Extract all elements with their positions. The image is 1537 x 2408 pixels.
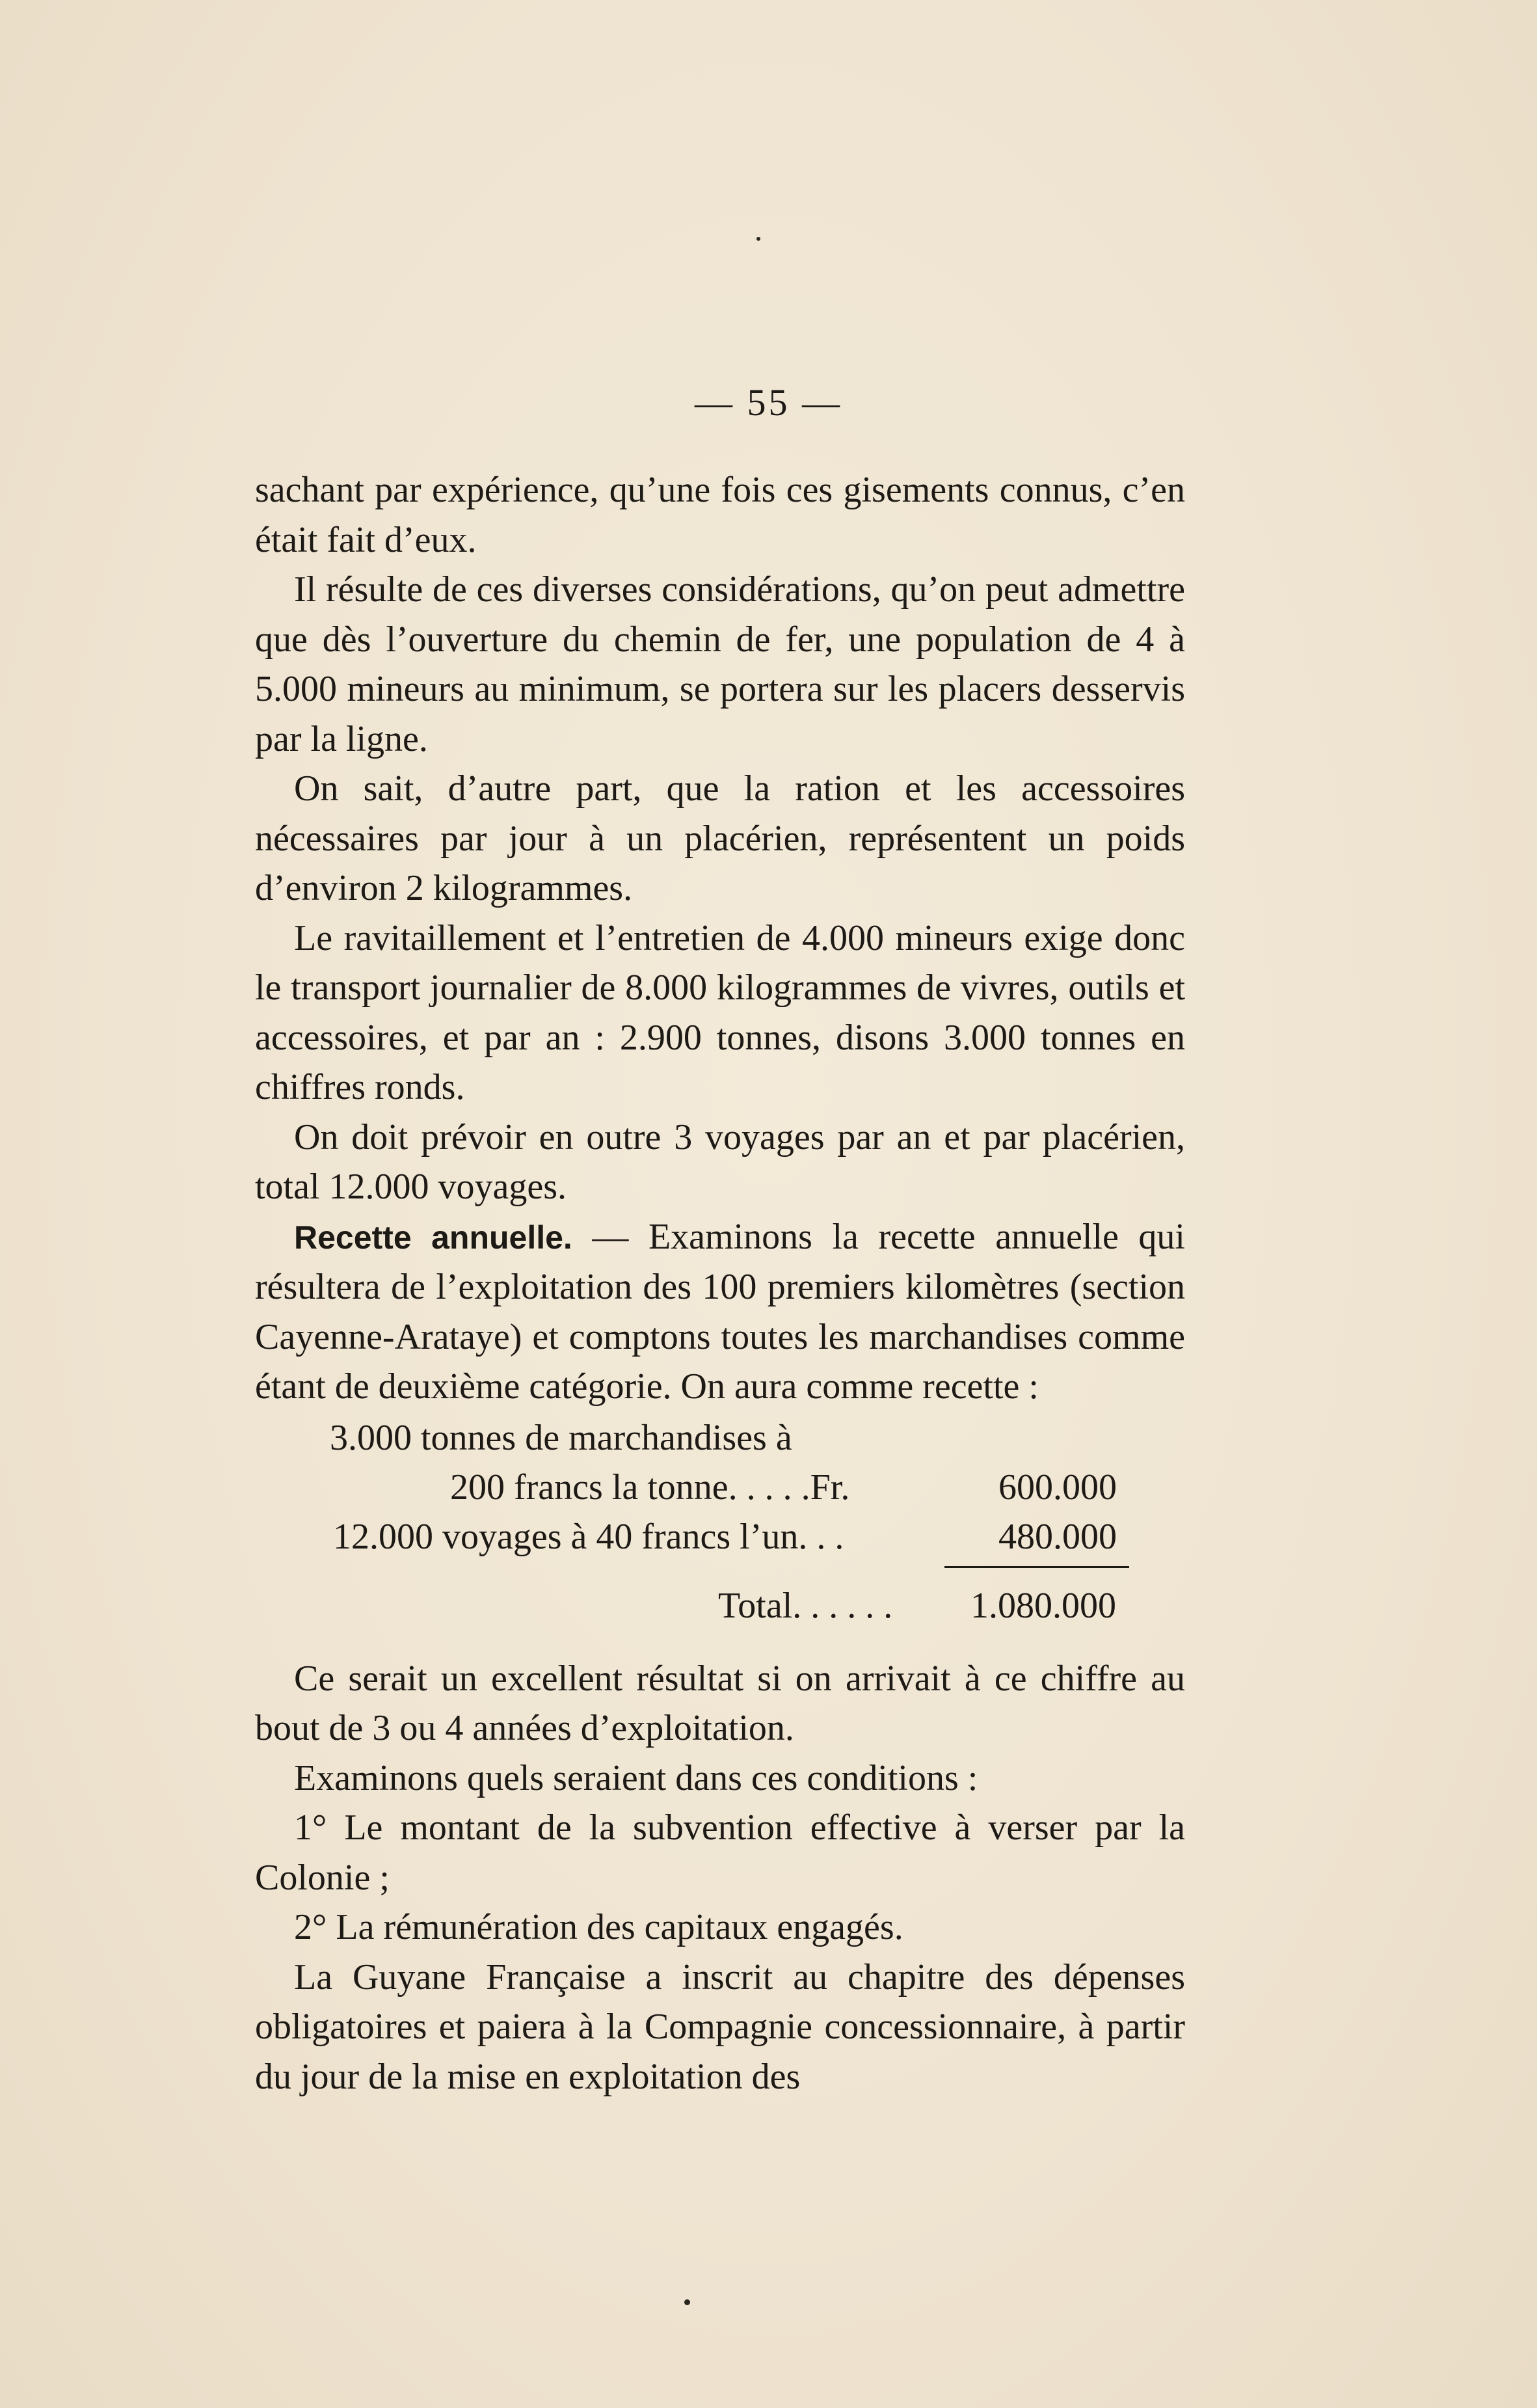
revenue-calculation [255,1413,1185,1654]
paragraph-text: — Examinons la recette annuelle qui résultera de l’exploitation des 100 premiers kilomètres (section Cayenne-Arataye) et comptons toutes les marchandises comme étant de deuxième catégorie. On aura comme recette : [255,1216,1185,1407]
sum-rule [944,1566,1129,1568]
calc-total-value: 1.080.000 [970,1585,1116,1626]
paragraph: On doit prévoir en outre 3 voyages par an et par placérien, total 12.000 voyages. [255,1116,1185,1207]
print-speck [684,2299,690,2305]
calc-total-label: Total. . . . . . [718,1585,893,1626]
paragraph-recette [255,1212,1185,1412]
paragraph: Le ravitaillement et l’entretien de 4.000 mineurs exige donc le transport journalier de 8.000 kilogrammes de vivres, outils et accessoires, et par an : 2.900 tonnes, disons 3.000 tonnes en chiffres ronds. [255,917,1185,1107]
section-lead: Recette annuelle. [294,1219,572,1256]
calc-line-voyages: 12.000 voyages à 40 francs l’un. . . [333,1516,844,1557]
paragraph: Examinons quels seraient dans ces conditions : [294,1757,978,1798]
list-item: 1° Le montant de la subvention effective à verser par la Colonie ; [255,1807,1185,1898]
calc-line-goods: 3.000 tonnes de marchandises à [330,1417,792,1458]
calc-line-tonne-price: 200 francs la tonne. . . . .Fr. [450,1467,850,1508]
calc-value-goods: 600.000 [998,1467,1117,1508]
paragraph: Ce serait un excellent résultat si on arrivait à ce chiffre au bout de 3 ou 4 années d’exploitation. [255,1658,1185,1748]
list-item: 2° La rémunération des capitaux engagés. [294,1907,903,1947]
paragraph: sachant par expérience, qu’une fois ces gisements connus, c’en était fait d’eux. [255,470,1185,560]
calc-value-voyages: 480.000 [998,1516,1117,1557]
page-number: — 55 — [695,381,842,424]
body-text [255,465,1185,2102]
paragraph: On sait, d’autre part, que la ration et les accessoires nécessaires par jour à un placérien, représentent un poids d’environ 2 kilogrammes. [255,768,1185,908]
paragraph: La Guyane Française a inscrit au chapitre des dépenses obligatoires et paiera à la Compagnie concessionnaire, à partir du jour de la mise en exploitation des [255,1956,1185,2097]
paragraph: Il résulte de ces diverses considérations, qu’on peut admettre que dès l’ouverture du chemin de fer, une population de 4 à 5.000 mineurs au minimum, se portera sur les placers desservis par la ligne. [255,569,1185,759]
print-speck [756,237,760,241]
